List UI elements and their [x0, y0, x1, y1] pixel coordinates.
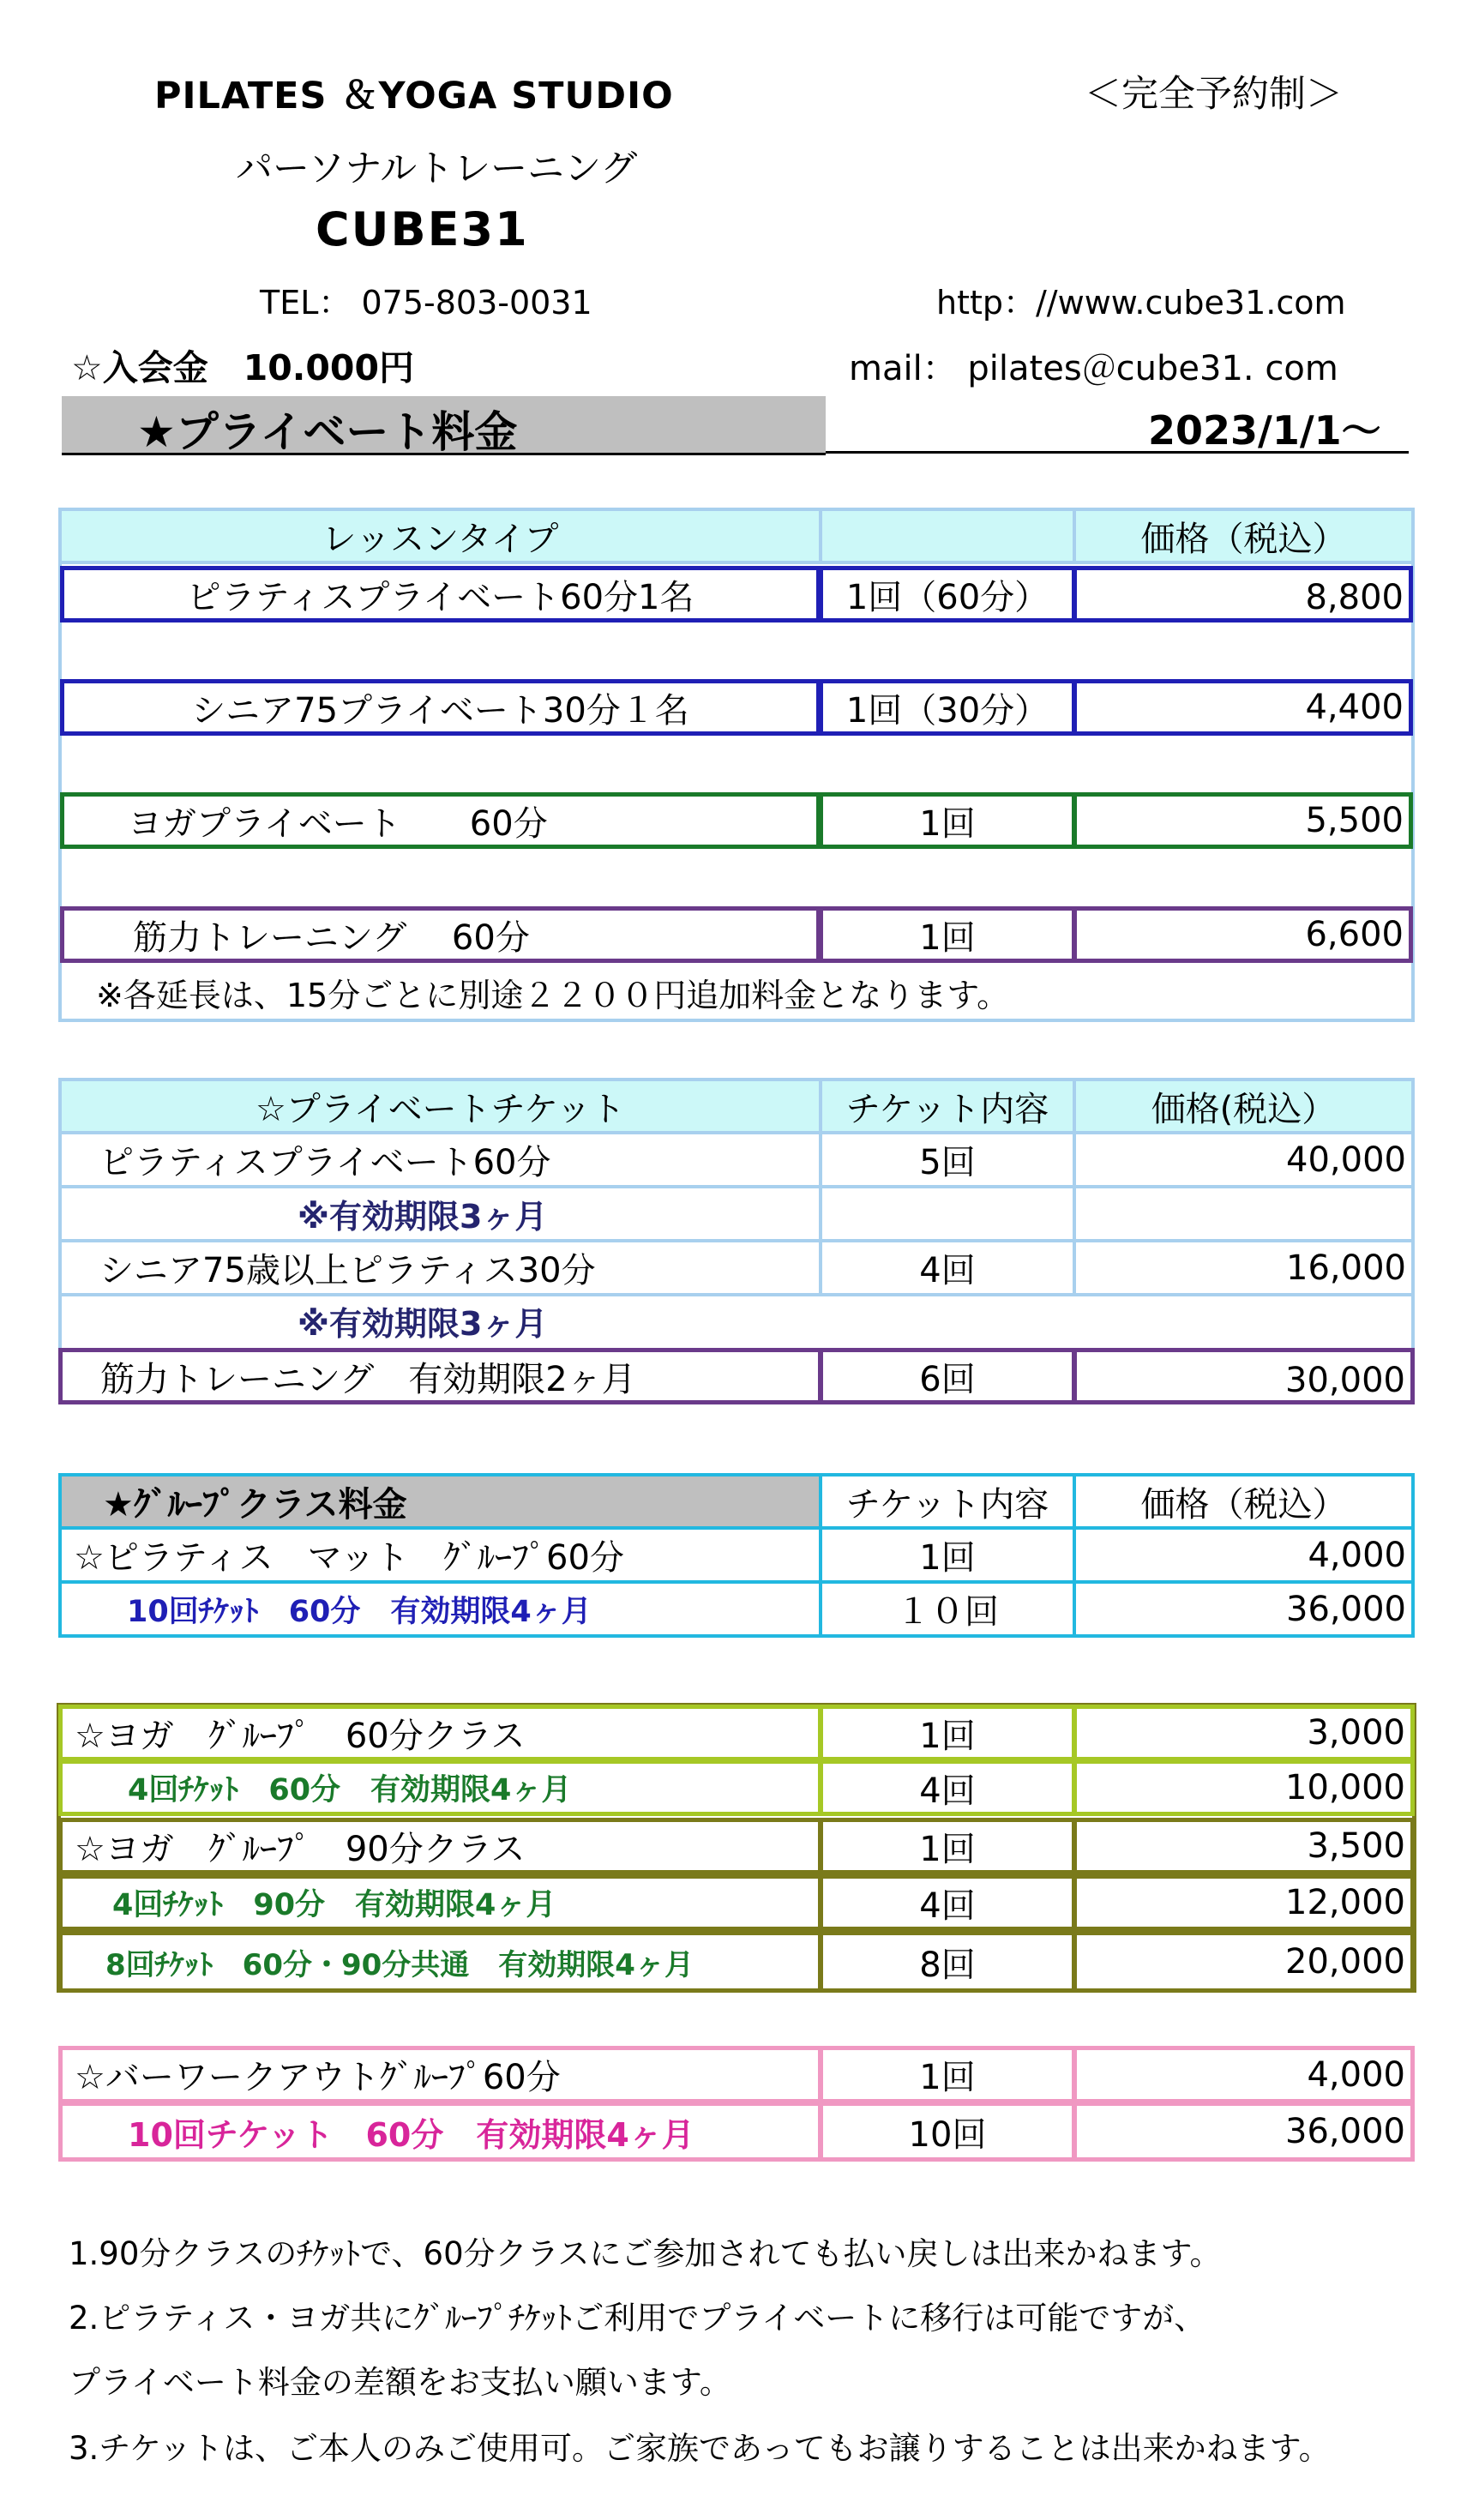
group-row-count: 1回: [819, 1526, 1076, 1584]
yoga-row-count: 4回: [819, 1874, 1076, 1931]
barworkout-row-name: ☆バーワークアウトｸﾞﾙｰﾌﾟ60分: [58, 2046, 822, 2103]
lesson-row-name: シニア75プライベート30分１名: [60, 679, 821, 736]
ticket-row-name: ピラティスプライベート60分: [58, 1131, 822, 1188]
admission-fee: ☆入会金 10.000円: [71, 347, 414, 388]
barworkout-ticket-name: 10回チケット 60分 有効期限4ヶ月: [58, 2102, 822, 2162]
yoga-row-price: 10,000: [1073, 1759, 1415, 1816]
barworkout-row-count: 10回: [819, 2102, 1076, 2162]
ticket-row-count: 5回: [819, 1131, 1076, 1188]
note-item: 1.90分クラスのﾁｹｯﾄで、60分クラスにご参加されても払い戻しは出来かねます。: [69, 2235, 1222, 2272]
note-item: 3.チケットは、ご本人のみご使用可。ご家族であってもお譲りすることは出来かねます。: [69, 2430, 1331, 2467]
subtitle: パーソナルトレーニング: [236, 147, 638, 190]
ticket-row-count: 6回: [819, 1348, 1076, 1404]
reservation-label: ＜完全予約制＞: [1085, 73, 1343, 116]
note-item: プライベート料金の差額をお支払い願います。: [69, 2364, 731, 2401]
note-item: 2.ピラティス・ヨガ共にｸﾞﾙｰﾌﾟﾁｹｯﾄご利用でプライベートに移行は可能ですが、: [69, 2300, 1206, 2337]
lesson-header-type: レッスンタイプ: [58, 508, 822, 564]
yoga-row-count: 4回: [819, 1759, 1076, 1816]
yoga-ticket-name: 4回ﾁｹｯﾄ 90分 有効期限4ヶ月: [58, 1874, 822, 1931]
ticket-row-price: 16,000: [1073, 1239, 1415, 1296]
lesson-spacer: [58, 622, 1415, 679]
studio-name: PILATES ＆YOGA STUDIO: [154, 75, 674, 117]
ticket-header-price: 価格(税込）: [1073, 1078, 1415, 1134]
barworkout-row-price: 36,000: [1073, 2102, 1415, 2162]
group-header-count: チケット内容: [819, 1473, 1076, 1530]
lesson-row-count: 1回（60分）: [819, 566, 1076, 622]
yoga-row-price: 3,000: [1073, 1705, 1415, 1761]
group-row-name: ☆ピラティス マット ｸﾞﾙｰﾌﾟ60分: [58, 1526, 822, 1584]
group-header-price: 価格（税込）: [1073, 1473, 1415, 1530]
lesson-row-name: ヨガプライベート 60分: [60, 792, 821, 849]
yoga-row-name: ☆ヨガ ｸﾞﾙｰﾌﾟ 60分クラス: [58, 1705, 822, 1761]
ticket-row-count: 4回: [819, 1239, 1076, 1296]
lesson-row-price: 6,600: [1073, 906, 1413, 963]
ticket-validity-note: ※有効期限3ヶ月: [58, 1185, 822, 1242]
lesson-row-price: 5,500: [1073, 792, 1413, 849]
lesson-row-price: 8,800: [1073, 566, 1413, 622]
ticket-row-price: 30,000: [1073, 1348, 1415, 1404]
ticket-row-name: 筋力トレーニング 有効期限2ヶ月: [58, 1348, 822, 1404]
group-row-price: 36,000: [1073, 1580, 1415, 1638]
ticket-header-count: チケット内容: [819, 1078, 1076, 1134]
yoga-ticket-name: 8回ﾁｹｯﾄ 60分・90分共通 有効期限4ヶ月: [58, 1931, 822, 1993]
brand-name: CUBE31: [316, 202, 529, 256]
effective-date: 2023/1/1〜: [1148, 407, 1381, 454]
yoga-row-count: 1回: [819, 1818, 1076, 1874]
group-header-type: ★ｸﾞﾙｰﾌﾟクラス料金: [58, 1473, 822, 1530]
yoga-row-count: 1回: [819, 1705, 1076, 1761]
tel-number: TEL： 075-803-0031: [260, 284, 592, 322]
ticket-row-count: [819, 1185, 1076, 1242]
ticket-row-price: 40,000: [1073, 1131, 1415, 1188]
yoga-row-price: 3,500: [1073, 1818, 1415, 1874]
ticket-row-price: [1073, 1185, 1415, 1242]
group-row-price: 4,000: [1073, 1526, 1415, 1584]
ticket-validity-note: ※有効期限3ヶ月: [58, 1293, 1415, 1348]
group-row-count: １０回: [819, 1580, 1076, 1638]
website-url[interactable]: http：//www.cube31.com: [936, 284, 1346, 322]
barworkout-row-price: 4,000: [1073, 2046, 1415, 2103]
group-ticket-name: 10回ﾁｹｯﾄ 60分 有効期限4ヶ月: [58, 1580, 822, 1638]
yoga-row-price: 20,000: [1073, 1931, 1415, 1993]
yoga-row-price: 12,000: [1073, 1874, 1415, 1931]
yoga-row-count: 8回: [819, 1931, 1076, 1993]
barworkout-row-count: 1回: [819, 2046, 1076, 2103]
lesson-row-count: 1回（30分）: [819, 679, 1076, 736]
mail-address[interactable]: mail： pilates＠cube31. com: [849, 349, 1338, 388]
lesson-header-count: [819, 508, 1076, 564]
lesson-row-name: ピラティスプライベート60分1名: [60, 566, 821, 622]
lesson-row-price: 4,400: [1073, 679, 1413, 736]
lesson-row-name: 筋力トレーニング 60分: [60, 906, 821, 963]
lesson-header-price: 価格（税込）: [1073, 508, 1415, 564]
extension-note: ※各延長は、15分ごとに別途２２００円追加料金となります。: [96, 977, 1010, 1014]
lesson-row-count: 1回: [819, 792, 1076, 849]
lesson-row-count: 1回: [819, 906, 1076, 963]
banner-title: ★プライベート料金: [137, 407, 518, 457]
ticket-header-type: ☆プライベートチケット: [58, 1078, 822, 1134]
ticket-row-name: シニア75歳以上ピラティス30分: [58, 1239, 822, 1296]
yoga-ticket-name: 4回ﾁｹｯﾄ 60分 有効期限4ヶ月: [58, 1759, 822, 1816]
yoga-row-name: ☆ヨガ ｸﾞﾙｰﾌﾟ 90分クラス: [58, 1818, 822, 1874]
